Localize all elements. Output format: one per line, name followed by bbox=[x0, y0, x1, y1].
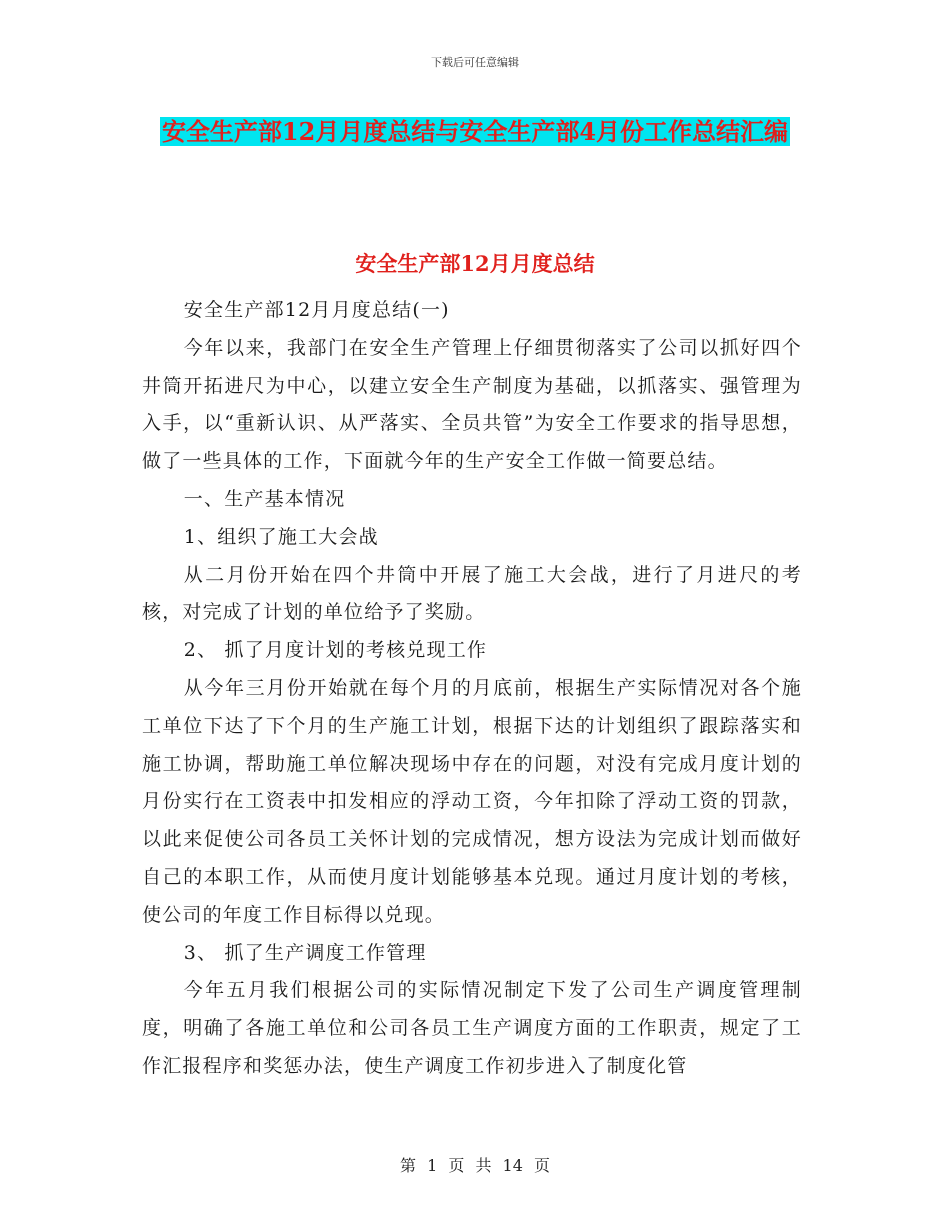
paragraph-subtitle: 安全生产部12月月度总结(一) bbox=[183, 299, 450, 321]
paragraph: 今年五月我们根据公司的实际情况制定下发了公司生产调度管理制度，明确了各施工单位和公司各员工生产调度方面的工作职责，规定了工作汇报程序和奖惩办法，使生产调度工作初步进入了制度化管 bbox=[142, 979, 802, 1077]
paragraph: 从二月份开始在四个井筒中开展了施工大会战，进行了月进尺的考核，对完成了计划的单位给予了奖励。 bbox=[142, 563, 802, 624]
paragraph: 从今年三月份开始就在每个月的月底前，根据生产实际情况对各个施工单位下达了下个月的生产施工计划，根据下达的计划组织了跟踪落实和施工协调，帮助施工单位解决现场中存在的问题，对没有完成月度计划的月份实行在工资表中扣发相应的浮动工资，今年扣除了浮动工资的罚款，以此来促使公司各员工关怀计划的完成情况，想方设法为完成计划而做好自己的本职工作，从而使月度计划能够基本兑现。通过月度计划的考核，使公司的年度工作目标得以兑现。 bbox=[142, 676, 802, 926]
document-title-text: 安全生产部12月月度总结与安全生产部4月份工作总结汇编 bbox=[161, 117, 789, 146]
section-title: 安全生产部12月月度总结 bbox=[355, 251, 595, 276]
paragraph-heading: 1、组织了施工大会战 bbox=[183, 525, 379, 548]
page-number: 第 1 页 共 14 页 bbox=[400, 1156, 550, 1175]
paragraph-heading: 一、生产基本情况 bbox=[183, 487, 346, 510]
document-title bbox=[140, 108, 810, 156]
paragraph: 今年以来，我部门在安全生产管理上仔细贯彻落实了公司以抓好四个井筒开拓进尺为中心，以建立安全生产制度为基础，以抓落实、强管理为入手，以“重新认识、从严落实、全员共管”为安全工作要求的指导思想，做了一些具体的工作，下面就今年的生产安全工作做一简要总结。 bbox=[142, 336, 802, 473]
document-body bbox=[142, 292, 802, 1086]
paragraph-heading: 2、 抓了月度计划的考核兑现工作 bbox=[183, 639, 488, 662]
header-note: 下载后可任意编辑 bbox=[431, 56, 519, 69]
paragraph-heading: 3、 抓了生产调度工作管理 bbox=[183, 941, 427, 964]
